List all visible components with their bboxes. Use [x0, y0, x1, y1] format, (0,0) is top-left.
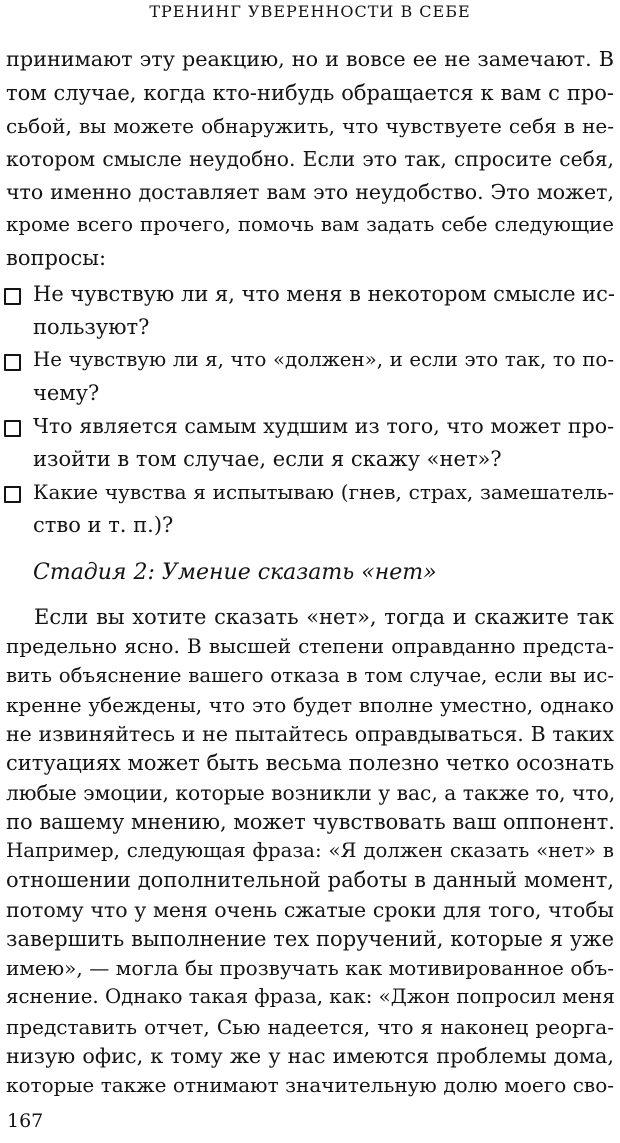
checklist-item-text: изойти в том случае, если я скажу «нет»?	[33, 447, 502, 471]
text-line: отношении дополнительной работы в данный момент,	[6, 868, 614, 892]
text-line: имею», — могла бы прозвучать как мотивированное объ-	[6, 956, 614, 980]
text-line: вопросы:	[6, 246, 107, 270]
text-line: предельно ясно. В высшей степени оправданно предста-	[6, 634, 614, 658]
text-line: не извиняйтесь и не пытайтесь оправдываться. В таких	[6, 722, 614, 746]
text-line: по вашему мнению, может чувствовать ваш оппонент.	[6, 810, 615, 834]
text-line: принимают эту реакцию, но и вовсе ее не замечают. В	[6, 47, 614, 71]
text-line: низую офис, к тому же у нас имеются проблемы дома,	[6, 1044, 614, 1068]
text-line: представить отчет, Сью надеется, что я наконец реорга-	[6, 1015, 614, 1039]
text-line: Например, следующая фраза: «Я должен сказать «нет» в	[6, 839, 614, 862]
text-line: завершить выполнение тех поручений, которые я уже	[6, 927, 614, 951]
text-line: вить объяснение вашего отказа в том случае, если вы ис-	[6, 664, 614, 687]
checkbox-icon	[4, 354, 21, 371]
text-line: ситуациях может быть весьма полезно четко осознать	[6, 751, 615, 775]
checklist-item-text: Что является самым худшим из того, что может про-	[33, 414, 614, 438]
text-line: кроме всего прочего, помочь вам задать себе следующие	[6, 213, 614, 236]
checklist-item-text: ство и т. п.)?	[33, 513, 174, 537]
checkbox-icon	[4, 288, 21, 305]
checklist-item-text: чему?	[33, 381, 100, 405]
checklist-item-text: Не чувствую ли я, что «должен», и если это так, то по-	[33, 348, 614, 371]
checklist-item-text: Не чувствую ли я, что меня в некотором смысле ис-	[33, 282, 616, 306]
section-heading: Стадия 2: Умение сказать «нет»	[33, 560, 437, 585]
text-line: потому что у меня очень сжатые сроки для того, чтобы	[6, 898, 614, 922]
text-line: котором смысле неудобно. Если это так, спросите себя,	[6, 147, 614, 171]
checkbox-icon	[4, 420, 21, 437]
checklist-item-text: Какие чувства я испытываю (гнев, страх, замешатель-	[33, 480, 614, 504]
checkbox-icon	[4, 486, 21, 503]
checklist-item-text: пользуют?	[33, 315, 150, 339]
text-line: сьбой, вы можете обнаружить, что чувствуете себя в не-	[6, 114, 614, 138]
text-line: любые эмоции, которые возникли у вас, а также то, что,	[6, 781, 616, 805]
text-line: том случае, когда кто-нибудь обращается к вам с про-	[6, 81, 614, 105]
text-line: что именно доставляет вам это неудобство. Это может,	[6, 180, 614, 204]
running-head: ТРЕНИНГ УВЕРЕННОСТИ В СЕБЕ	[149, 2, 471, 21]
text-line: яснение. Однако такая фраза, как: «Джон попросил меня	[6, 985, 615, 1008]
page-number: 167	[7, 1110, 44, 1132]
text-line: которые также отнимают значительную долю моего сво-	[6, 1073, 614, 1097]
text-line: кренне убеждены, что это будет вполне уместно, однако	[6, 693, 614, 717]
text-line: Если вы хотите сказать «нет», тогда и скажите так	[34, 605, 614, 629]
